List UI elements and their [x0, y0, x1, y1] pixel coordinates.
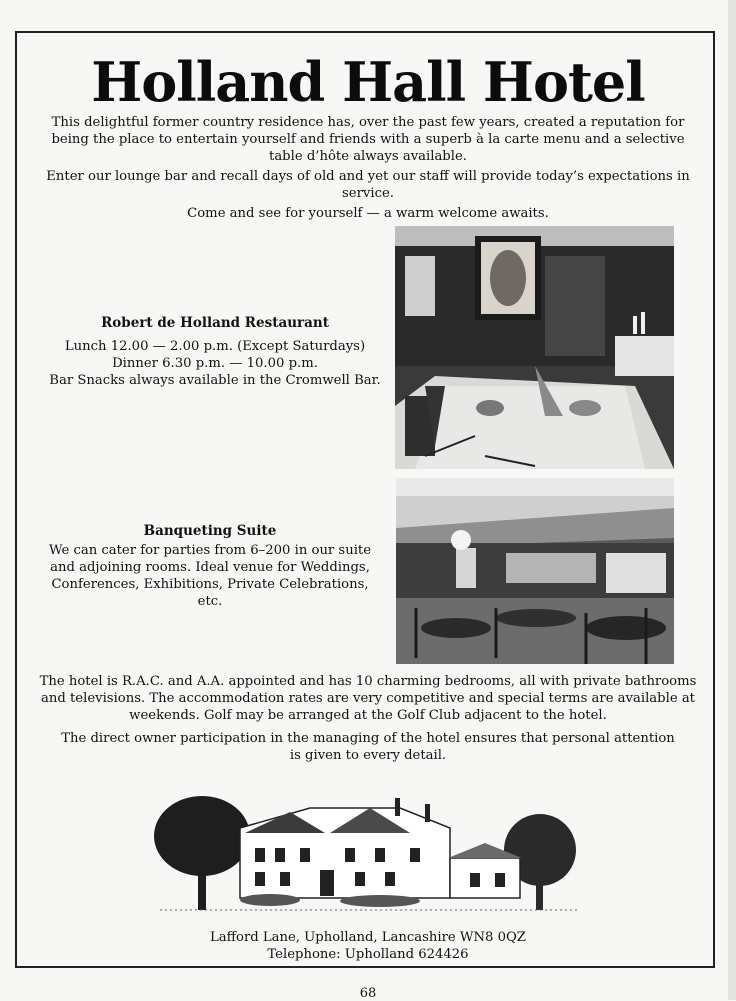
accommodation-text	[35, 673, 701, 770]
banqueting-section	[40, 523, 380, 610]
telephone-line: Telephone: Upholland 624426	[267, 947, 469, 962]
restaurant-heading: Robert de Holland Restaurant	[101, 315, 329, 331]
banqueting-photo	[396, 478, 674, 664]
accommodation-paragraph-1: The hotel is R.A.C. and A.A. appointed and has 10 charming bedrooms, all with private bathrooms and televisions. The accommodation rates are very competitive and special terms are available at weekends. Golf may be arranged at the Golf Club adjacent to the hotel.	[39, 674, 697, 723]
restaurant-section	[45, 315, 385, 389]
restaurant-photo	[395, 226, 674, 469]
hotel-sketch	[150, 788, 590, 922]
intro-paragraph-3: Come and see for yourself — a warm welcome awaits.	[187, 206, 549, 221]
banqueting-heading: Banqueting Suite	[143, 523, 277, 539]
page-number: 68	[359, 986, 377, 1001]
dinner-hours: Dinner 6.30 p.m. — 10.00 p.m.	[112, 356, 318, 371]
contact-details	[0, 929, 736, 963]
address-line: Lafford Lane, Upholland, Lancashire WN8 0QZ	[210, 930, 526, 945]
intro-text	[45, 114, 691, 225]
page-title: Holland Hall Hotel	[91, 50, 645, 114]
accommodation-paragraph-2: The direct owner participation in the managing of the hotel ensures that personal attention is given to every detail.	[61, 731, 675, 763]
intro-paragraph-2: Enter our lounge bar and recall days of old and yet our staff will provide today’s expectations in service.	[46, 169, 690, 201]
bar-snacks-text: Bar Snacks always available in the Cromwell Bar.	[49, 373, 381, 388]
lunch-hours: Lunch 12.00 — 2.00 p.m. (Except Saturdays)	[64, 339, 366, 354]
banqueting-text: We can cater for parties from 6–200 in our suite and adjoining rooms. Ideal venue for Weddings, Conferences, Exhibitions, Private Celebrations, etc.	[48, 543, 372, 609]
intro-paragraph-1: This delightful former country residence has, over the past few years, created a reputation for being the place to entertain yourself and friends with a superb à la carte menu and a selective table d’hôte always available.	[51, 115, 685, 164]
page-edge	[728, 0, 736, 1000]
